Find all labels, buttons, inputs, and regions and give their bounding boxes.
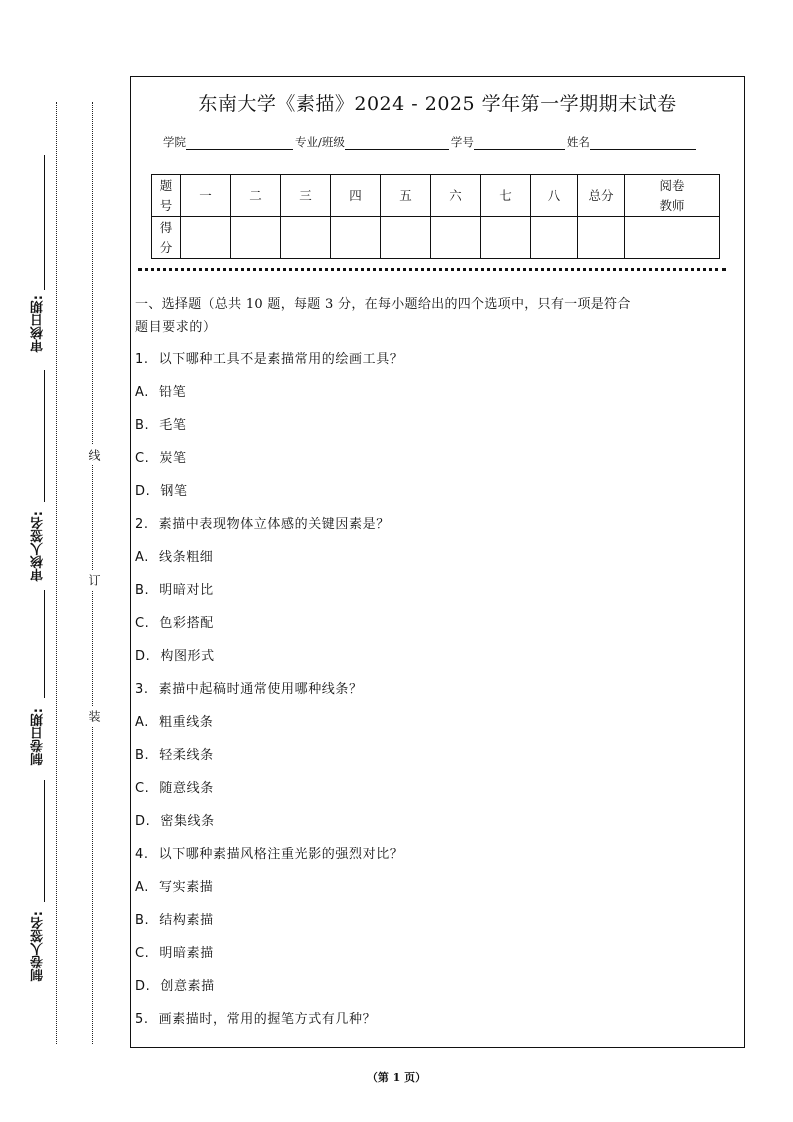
- score-cell-3[interactable]: [281, 217, 331, 259]
- question-text: 画素描时，常用的握笔方式有几种？: [158, 1012, 377, 1027]
- score-table: [151, 174, 720, 259]
- option-text: 结构素描: [159, 913, 214, 928]
- option-text: 轻柔线条: [159, 748, 214, 763]
- option-letter: B.: [135, 748, 150, 763]
- bind-mark-order: 订: [86, 570, 103, 590]
- major-class-field[interactable]: [345, 137, 449, 150]
- student-id-label: 学号: [450, 135, 474, 149]
- option-item: [135, 777, 214, 796]
- score-cell-2[interactable]: [231, 217, 281, 259]
- option-text: 钢笔: [160, 484, 188, 499]
- score-label: 得分: [159, 219, 173, 255]
- row-label-question: [152, 175, 181, 217]
- option-text: 色彩搭配: [159, 616, 214, 631]
- option-letter: C.: [135, 781, 150, 796]
- col-header-1: 一: [181, 175, 231, 217]
- option-item: [135, 612, 214, 631]
- option-letter: B.: [135, 418, 150, 433]
- outer-dotted-line: [56, 102, 57, 1044]
- option-item: [135, 546, 213, 565]
- col-header-grader: [625, 175, 720, 217]
- name-label: 姓名: [566, 135, 590, 149]
- score-cell-4[interactable]: [331, 217, 381, 259]
- col-header-5: 五: [381, 175, 431, 217]
- major-class-label: 专业/班级: [295, 135, 345, 149]
- signer-underline-1: [44, 155, 45, 290]
- question-item: [135, 513, 390, 532]
- option-item: [135, 579, 214, 598]
- score-cell-total[interactable]: [578, 217, 625, 259]
- option-letter: B.: [135, 913, 150, 928]
- question-text: 素描中表现物体立体感的关键因素是？: [158, 517, 390, 532]
- option-text: 创意素描: [160, 979, 215, 994]
- option-item: [135, 711, 213, 730]
- option-item: [135, 447, 187, 466]
- question-item: [135, 1008, 376, 1027]
- question-item: [135, 348, 403, 367]
- option-letter: C.: [135, 451, 150, 466]
- college-field[interactable]: [186, 137, 293, 150]
- option-item: [135, 381, 186, 400]
- option-text: 构图形式: [160, 649, 215, 664]
- question-text: 以下哪种工具不是素描常用的绘画工具？: [158, 352, 404, 367]
- question-number-label: 题号: [159, 177, 173, 213]
- option-letter: D.: [135, 979, 151, 994]
- question-text: 素描中起稿时通常使用哪种线条？: [158, 682, 363, 697]
- option-text: 写实素描: [159, 880, 214, 895]
- score-cell-1[interactable]: [181, 217, 231, 259]
- page-number: （第 1 页）: [366, 1071, 427, 1084]
- option-text: 线条粗细: [159, 550, 214, 565]
- option-letter: A.: [135, 880, 149, 895]
- option-text: 毛笔: [159, 418, 187, 433]
- option-item: [135, 876, 213, 895]
- option-letter: B.: [135, 583, 150, 598]
- option-text: 明暗素描: [159, 946, 214, 961]
- make-signer-label: 制卷人签名:: [29, 908, 48, 984]
- student-info-row: [163, 134, 698, 150]
- option-item: [135, 909, 214, 928]
- student-id-field[interactable]: [474, 137, 565, 150]
- option-item: [135, 942, 214, 961]
- option-letter: D.: [135, 814, 151, 829]
- option-text: 密集线条: [160, 814, 215, 829]
- signer-underline-4: [44, 780, 45, 902]
- signer-underline-2: [44, 370, 45, 502]
- col-header-2: 二: [231, 175, 281, 217]
- signer-underline-3: [44, 590, 45, 698]
- option-item: [135, 414, 186, 433]
- audit-date-label: 审核日期:: [29, 292, 48, 355]
- col-header-6: 六: [431, 175, 481, 217]
- option-letter: A.: [135, 715, 149, 730]
- make-date-label: 制卷日期:: [29, 705, 48, 768]
- col-header-total: 总分: [578, 175, 625, 217]
- question-number: 3.: [135, 682, 149, 697]
- option-letter: A.: [135, 385, 149, 400]
- section-divider: [138, 268, 726, 271]
- option-item: [135, 645, 215, 664]
- question-number: 4.: [135, 847, 149, 862]
- score-cell-6[interactable]: [431, 217, 481, 259]
- bind-mark-line: 线: [86, 445, 103, 465]
- question-text: 以下哪种素描风格注重光影的强烈对比？: [158, 847, 404, 862]
- name-field[interactable]: [590, 137, 696, 150]
- section-heading-line-2: 题目要求的）: [135, 320, 217, 335]
- section-heading-line-1: 一、选择题（总共 10 题，每题 3 分，在每小题给出的四个选项中，只有一项是符合: [135, 297, 631, 312]
- option-text: 随意线条: [159, 781, 214, 796]
- col-header-8: 八: [531, 175, 578, 217]
- question-number: 1.: [135, 352, 149, 367]
- question-number: 5.: [135, 1012, 149, 1027]
- option-item: [135, 975, 215, 994]
- option-text: 粗重线条: [159, 715, 214, 730]
- col-header-4: 四: [331, 175, 381, 217]
- option-item: [135, 480, 188, 499]
- grader-label: 阅卷教师: [659, 177, 685, 213]
- option-text: 铅笔: [159, 385, 187, 400]
- option-item: [135, 744, 214, 763]
- option-letter: D.: [135, 484, 151, 499]
- option-text: 炭笔: [159, 451, 187, 466]
- question-item: [135, 843, 403, 862]
- option-letter: D.: [135, 649, 151, 664]
- college-label: 学院: [163, 135, 186, 149]
- col-header-7: 七: [481, 175, 531, 217]
- question-number: 2.: [135, 517, 149, 532]
- row-label-score: [152, 217, 181, 259]
- option-letter: A.: [135, 550, 149, 565]
- question-item: [135, 678, 363, 697]
- score-cell-grader[interactable]: [625, 217, 720, 259]
- option-text: 明暗对比: [159, 583, 214, 598]
- option-letter: C.: [135, 946, 150, 961]
- col-header-3: 三: [281, 175, 331, 217]
- exam-frame: [130, 76, 745, 1048]
- score-cell-5[interactable]: [381, 217, 431, 259]
- option-item: [135, 810, 215, 829]
- bind-mark-fill: 装: [86, 706, 103, 726]
- score-cell-8[interactable]: [531, 217, 578, 259]
- option-letter: C.: [135, 616, 150, 631]
- exam-title: 东南大学《素描》2024 - 2025 学年第一学期期末试卷: [198, 93, 677, 115]
- score-cell-7[interactable]: [481, 217, 531, 259]
- audit-signer-label: 审核人签名:: [29, 508, 48, 584]
